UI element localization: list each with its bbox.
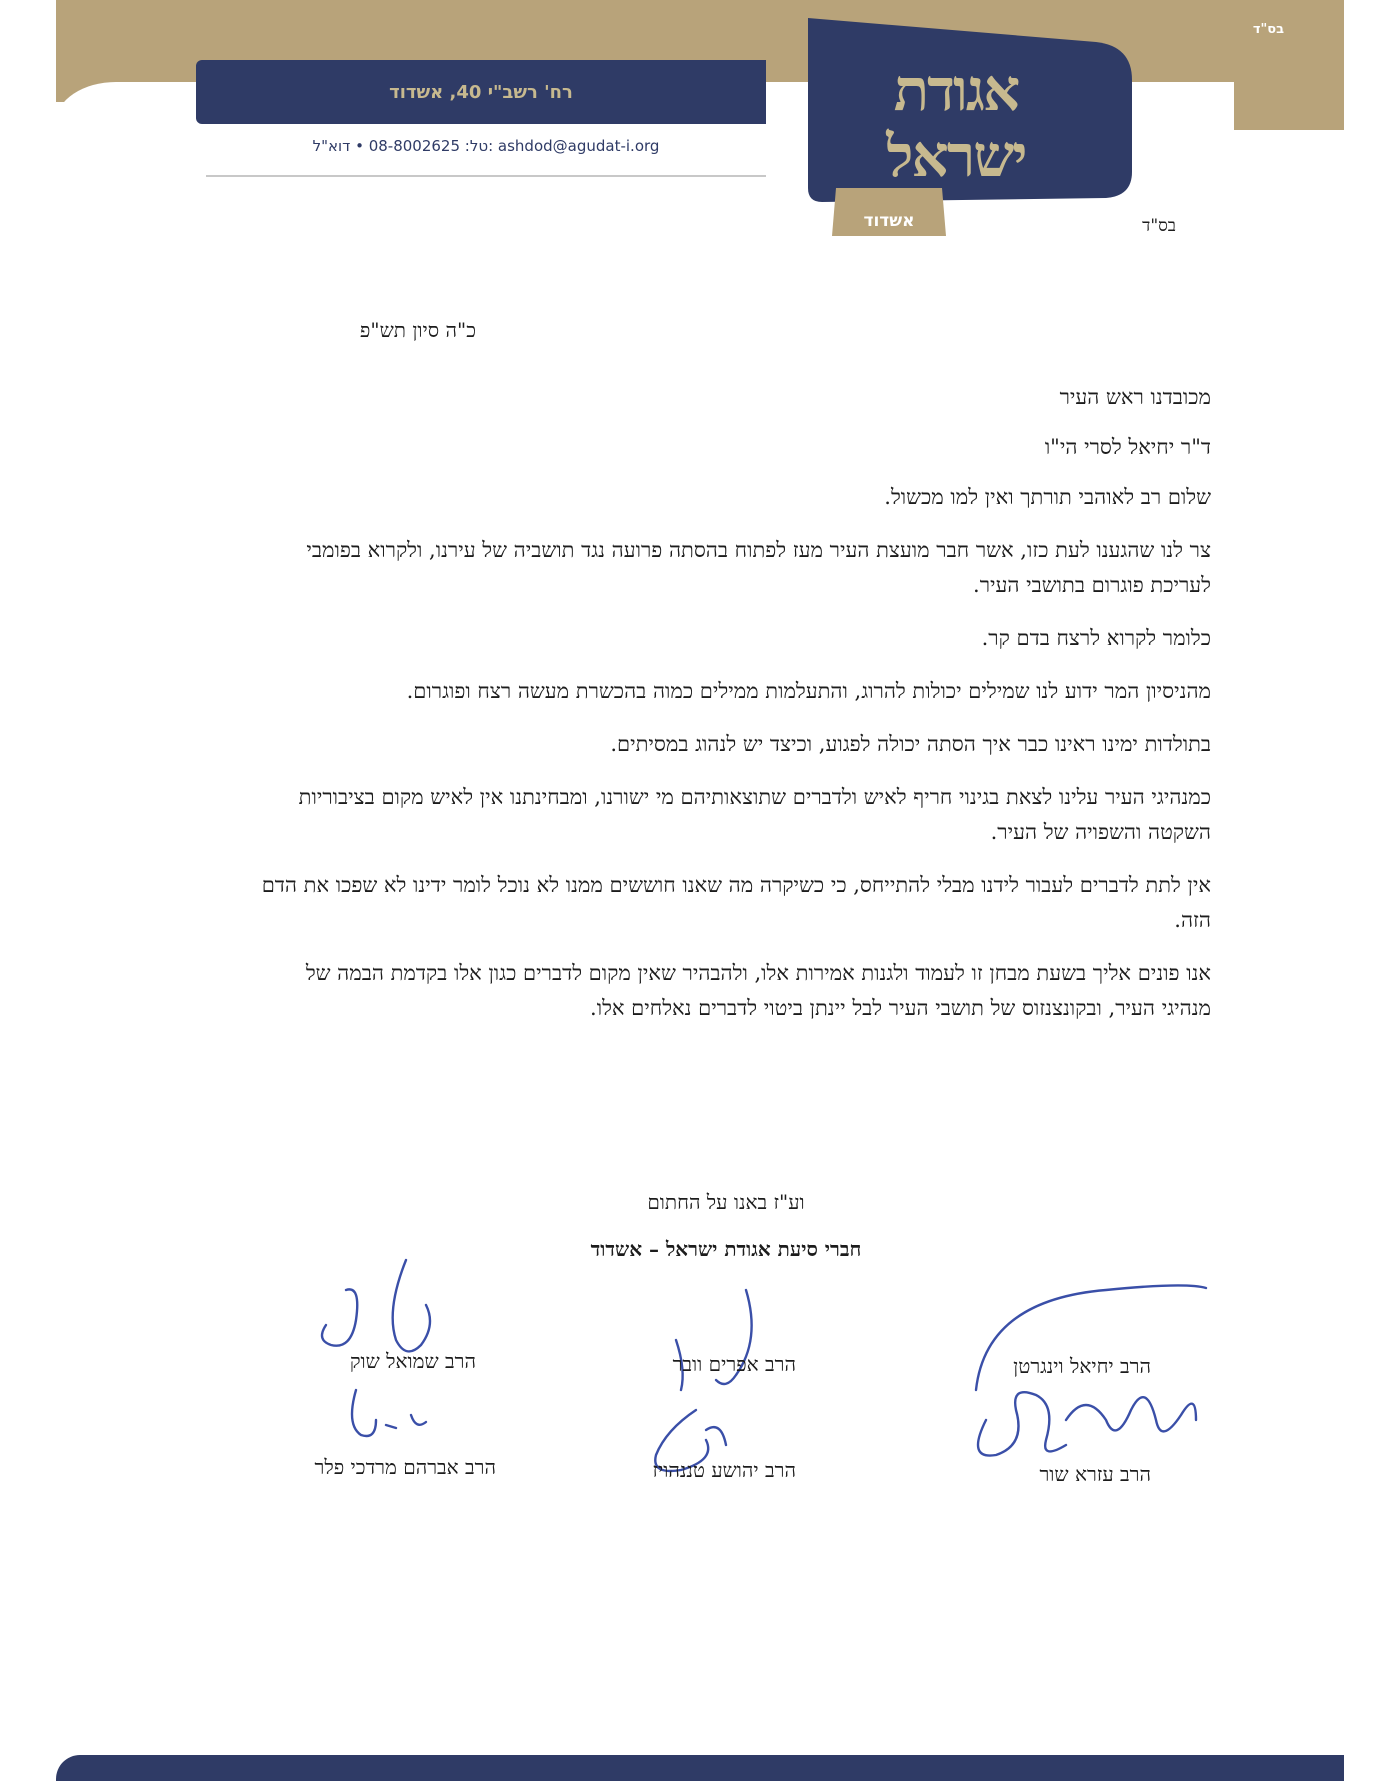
bsd-mark-top: בס"ד [1252, 22, 1284, 37]
header-gold-right [1234, 80, 1344, 130]
greeting-line: שלום רב לאוהבי תורתך ואין למו מכשול. [884, 485, 1211, 509]
paragraph-3: מהניסיון המר ידוע לנו שמילים יכולות להרוג, והתעלמות ממילים כמוה בהכשרת מעשה רצח ופוגרום. [406, 679, 1211, 703]
paragraph-6: אין לתת לדברים לעבור לידנו מבלי להתייחס, כי כשיקרה מה שאנו חוששים ממנו לא נוכל לומר ידינו לא שפכו את הדם הזה. [261, 873, 1211, 932]
address-bar [196, 60, 766, 124]
signatory-2: הרב אפרים וובר [672, 1352, 796, 1376]
signatory-1: הרב יחיאל וינגרטן [1013, 1354, 1151, 1378]
signatory-5: הרב יהושע טננהויז [652, 1458, 796, 1482]
letter-sheet [56, 0, 1344, 1781]
paragraph-2: כלומר לקרוא לרצח בדם קר. [981, 626, 1211, 650]
letter-body [251, 380, 1211, 1044]
paragraph-1: צר לנו שהגענו לעת כזו, אשר חבר מועצת העיר מעז לפתוח בהסתה פרועה נגד תושביה של עירנו, ולקרוא בפומבי לעריכת פוגרום בתושבי העיר. [306, 538, 1211, 597]
salutation-line-2: ד"ר יחיאל לסרי הי"ו [1044, 435, 1211, 459]
contact-line: טל: 08-8002625 • דוא"ל: ashdod@agudat-i.org [312, 137, 660, 155]
logo-word-agudat: אגודת [893, 56, 1019, 124]
contact-divider [206, 175, 766, 177]
footer-navy-bar [56, 1755, 1344, 1781]
letter-date: כ"ה סיון תש"פ [359, 318, 476, 342]
faction-members-line: חברי סיעת אגודת ישראל – אשדוד [590, 1237, 862, 1261]
salutation-line-1: מכובדנו ראש העיר [1059, 385, 1211, 409]
closing-block [476, 1190, 976, 1262]
logo-word-israel: ישראל [886, 122, 1026, 190]
signature-mark-weber [626, 1280, 806, 1480]
signatory-4: הרב עזרא שור [1039, 1462, 1151, 1486]
agudat-israel-logo [796, 18, 1144, 236]
signatory-3: הרב שמואל שוק [349, 1349, 476, 1373]
closing-line: וע"ז באנו על החתום [647, 1190, 805, 1214]
paragraph-5: כמנהיגי העיר עלינו לצאת בגינוי חריף לאיש ולדברים שתוצאותיהם מי ישורנו, ומבחינתנו אין לאיש מקום בציבוריות השקטה והשפויה של העיר. [298, 785, 1211, 844]
address-text: רח' רשב"י 40, אשדוד [389, 81, 573, 103]
logo-city-label: אשדוד [863, 211, 915, 231]
signatory-6: הרב אברהם מרדכי פלר [314, 1455, 496, 1479]
paragraph-7: אנו פונים אליך בשעת מבחן זו לעמוד ולגנות אמירות אלו, ולהבהיר שאין מקום לדברים כגון אלו בקדמת הבמה של מנהיגי העיר, ובקונצנזוס של תושבי העיר לבל יינתן ביטוי לדברים נאלחים אלו. [305, 961, 1211, 1020]
paragraph-4: בתולדות ימינו ראינו כבר איך הסתה יכולה לפגוע, וכיצד יש לנהוג במסיתים. [610, 732, 1211, 756]
bsd-mark-right: בס"ד [1142, 216, 1176, 236]
